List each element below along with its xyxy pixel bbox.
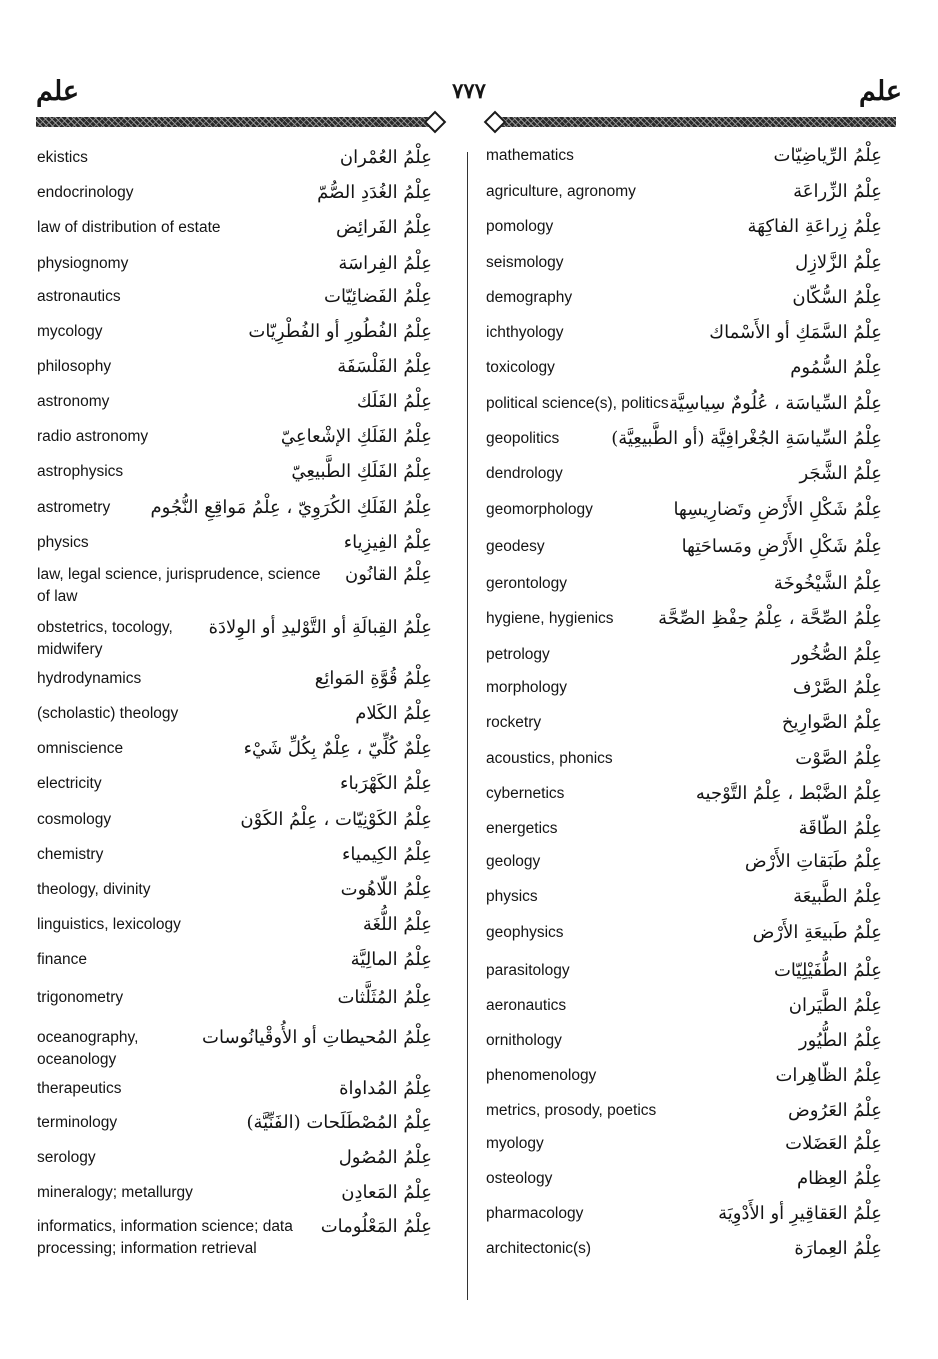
entry-english: metrics, prosody, poetics bbox=[486, 1102, 657, 1119]
entry-arabic: عِلْمُ الفَلَك bbox=[356, 391, 432, 412]
entry-arabic: عِلْمُ زِراعَةِ الفاكِهَة bbox=[747, 216, 882, 237]
entry-english: pharmacology bbox=[486, 1205, 584, 1222]
entry-arabic: عِلْمُ العَضَلات bbox=[785, 1133, 882, 1154]
entry-english: astrometry bbox=[37, 499, 111, 516]
entry bbox=[486, 145, 882, 167]
entry-arabic: عِلْمُ العَقاقِيرِ أو الأَدْوِيَة bbox=[718, 1203, 882, 1224]
entry bbox=[486, 783, 882, 805]
entry-arabic: عِلْمُ شَكْلِ الأَرْضِ ومَساحَتِها bbox=[681, 536, 882, 557]
entry-arabic: عِلْمُ الصُّخُور bbox=[791, 644, 882, 665]
rule-diamond-ornament bbox=[484, 111, 507, 134]
entry bbox=[37, 668, 432, 690]
entry-arabic: عِلْمُ الطُّيُور bbox=[798, 1030, 882, 1051]
entry-arabic: عِلْمُ المَعْلُومات bbox=[320, 1216, 432, 1237]
entry-english: law, legal science, jurisprudence, science of law bbox=[37, 566, 321, 605]
entry bbox=[37, 182, 432, 204]
entry-english: radio astronomy bbox=[37, 428, 149, 445]
guide-word-left: علم bbox=[36, 76, 80, 107]
entry-english: ichthyology bbox=[486, 324, 564, 341]
entry-english: trigonometry bbox=[37, 989, 124, 1006]
entry-arabic: عِلْمُ السُّكّان bbox=[792, 287, 882, 308]
entry bbox=[486, 677, 882, 699]
entry-arabic: عِلْمُ الكَهْرَباء bbox=[339, 773, 432, 794]
entry-english: geophysics bbox=[486, 924, 564, 941]
entry bbox=[486, 357, 882, 379]
entry-english: linguistics, lexicology bbox=[37, 916, 181, 933]
entry-english: morphology bbox=[486, 679, 567, 696]
entry-english: omniscience bbox=[37, 740, 124, 757]
entry-arabic: عِلْمُ الشَّجَر bbox=[799, 463, 882, 484]
entry-english: acoustics, phonics bbox=[486, 750, 613, 767]
entry-arabic: عِلْمُ السَّمَكِ أو الأَسْماك bbox=[709, 322, 882, 343]
entry-arabic: عِلْمُ الطَّيَران bbox=[788, 995, 882, 1016]
entry bbox=[37, 914, 432, 936]
header-rule-right bbox=[494, 117, 896, 127]
entry bbox=[486, 573, 882, 595]
entry bbox=[37, 532, 432, 554]
entry bbox=[37, 1216, 432, 1260]
entry-arabic: عِلْمُ الفَلَكِ الكُرَوِيّ ، عِلْمُ مَواقِعِ النُّجُوم bbox=[150, 497, 432, 518]
entry bbox=[37, 949, 432, 971]
entry-english: phenomenology bbox=[486, 1067, 597, 1084]
entry-arabic: عِلْمُ العِمارَة bbox=[794, 1238, 882, 1259]
entry-arabic: عِلْمُ طَبيعَةِ الأَرْض bbox=[752, 922, 882, 943]
entry bbox=[37, 461, 432, 483]
entry-english: mathematics bbox=[486, 147, 574, 164]
entry bbox=[37, 617, 432, 661]
entry bbox=[37, 809, 432, 831]
entry-english: philosophy bbox=[37, 358, 112, 375]
entry-arabic: عِلْمُ الفِيزِياء bbox=[343, 532, 432, 553]
entry-arabic: عِلْمُ الشَّيْخُوخَة bbox=[773, 573, 882, 594]
entry-english: agriculture, agronomy bbox=[486, 183, 636, 200]
entry-arabic: عِلْمُ الكَلام bbox=[355, 703, 432, 724]
entry-english: geomorphology bbox=[486, 501, 593, 518]
entry-arabic: عِلْمُ العَرُوض bbox=[788, 1100, 882, 1121]
entry-arabic: عِلْمُ الفَلَكِ الطَّبيعِيّ bbox=[291, 461, 432, 482]
entry bbox=[37, 564, 432, 608]
header-rule-left bbox=[36, 117, 434, 127]
entry-arabic: عِلْمُ الزَّلازِل bbox=[795, 252, 882, 273]
entry bbox=[486, 608, 882, 630]
entry-arabic: عِلْمُ اللّاهُوت bbox=[340, 879, 432, 900]
entry-arabic: عِلْمُ المُثَلَّثات bbox=[337, 987, 432, 1008]
entry-english: hydrodynamics bbox=[37, 670, 142, 687]
entry-english: informatics, information science; data processing; information retrieval bbox=[37, 1218, 293, 1257]
entry bbox=[486, 1133, 882, 1155]
entry-english: geodesy bbox=[486, 538, 545, 555]
entry-english: theology, divinity bbox=[37, 881, 151, 898]
entry bbox=[37, 217, 432, 239]
entry-english: petrology bbox=[486, 646, 550, 663]
entry-english: hygiene, hygienics bbox=[486, 610, 614, 627]
entry-english: toxicology bbox=[486, 359, 555, 376]
entry bbox=[486, 181, 882, 203]
entry bbox=[486, 463, 882, 485]
entry bbox=[37, 1078, 432, 1100]
entry-english: serology bbox=[37, 1149, 96, 1166]
guide-word-right: علم bbox=[858, 76, 902, 107]
entry-arabic: عِلْمٌ كُلِّيّ ، عِلْمٌ بِكُلِّ شَيْء bbox=[243, 738, 432, 759]
entry-arabic: عِلْمُ السِّياسَة ، عُلُومٌ سِياسِيَّة bbox=[669, 393, 882, 414]
entry bbox=[37, 703, 432, 725]
entry-arabic: عِلْمُ القانُون bbox=[344, 564, 432, 585]
entry-english: geology bbox=[486, 853, 541, 870]
entry-english: (scholastic) theology bbox=[37, 705, 179, 722]
entry-english: architectonic(s) bbox=[486, 1240, 592, 1257]
entry-arabic: عِلْمُ الطُّفَيْلِيّات bbox=[773, 960, 882, 981]
entry bbox=[37, 879, 432, 901]
entry-arabic: عِلْمُ السِّياسَةِ الجُغْرافِيَّة (أو الطَّبيعِيَّة) bbox=[611, 428, 882, 449]
entry-english: physiognomy bbox=[37, 255, 129, 272]
entry-english: cosmology bbox=[37, 811, 112, 828]
entry-english: astrophysics bbox=[37, 463, 124, 480]
entry-english: astronautics bbox=[37, 288, 121, 305]
entry-english: obstetrics, tocology, midwifery bbox=[37, 619, 173, 658]
entry-english: mycology bbox=[37, 323, 103, 340]
entry-english: rocketry bbox=[486, 714, 542, 731]
entry bbox=[37, 738, 432, 760]
entry bbox=[486, 1238, 882, 1260]
rule-diamond-ornament bbox=[424, 111, 447, 134]
entry-arabic: عِلْمُ الزِّراعَة bbox=[793, 181, 882, 202]
entry bbox=[486, 1030, 882, 1052]
entry-arabic: عِلْمُ الطَّبيعَة bbox=[793, 886, 882, 907]
entry bbox=[486, 818, 882, 840]
entry bbox=[486, 960, 882, 982]
entry-arabic: عِلْمُ الكَوْنِيّات ، عِلْمُ الكَوْن bbox=[240, 809, 432, 830]
entry-arabic: عِلْمُ الفَلْسَفَة bbox=[337, 356, 432, 377]
entry-arabic: عِلْمُ السُّمُوم bbox=[790, 357, 882, 378]
entry bbox=[37, 1112, 432, 1134]
entry-arabic: عِلْمُ الغُدَدِ الصُّمّ bbox=[317, 182, 432, 203]
entry bbox=[486, 1065, 882, 1087]
entry bbox=[486, 1168, 882, 1190]
entry-english: myology bbox=[486, 1135, 544, 1152]
entry-english: mineralogy; metallurgy bbox=[37, 1184, 193, 1201]
entry-arabic: عِلْمُ الطّاقَة bbox=[798, 818, 882, 839]
entry-arabic: عِلْمُ الفَضائِيّات bbox=[324, 286, 432, 307]
entry-arabic: عِلْمُ قُوَّةِ المَوائِع bbox=[314, 668, 432, 689]
entry-arabic: عِلْمُ الضَّبْط ، عِلْمُ التَّوْجيه bbox=[695, 783, 882, 804]
entry-english: pomology bbox=[486, 218, 554, 235]
entry-english: parasitology bbox=[486, 962, 570, 979]
entry bbox=[37, 426, 432, 448]
entry-english: geopolitics bbox=[486, 430, 560, 447]
entry bbox=[37, 1182, 432, 1204]
entry-arabic: عِلْمُ الصِّحَّة ، عِلْمُ حِفْظِ الصِّحَّة bbox=[658, 608, 882, 629]
entry bbox=[37, 321, 432, 343]
entry-arabic: عِلْمُ المُصُول bbox=[338, 1147, 432, 1168]
entry bbox=[486, 995, 882, 1017]
entry-english: astronomy bbox=[37, 393, 110, 410]
entry-english: dendrology bbox=[486, 465, 563, 482]
entry-english: physics bbox=[486, 888, 538, 905]
entry bbox=[486, 644, 882, 666]
column-divider bbox=[467, 152, 468, 1300]
entry bbox=[37, 356, 432, 378]
entry-english: oceanography, oceanology bbox=[37, 1029, 139, 1068]
entry-arabic: عِلْمُ الظّاهِرات bbox=[775, 1065, 882, 1086]
page-number: ٧٧٧ bbox=[452, 78, 486, 103]
entry-english: cybernetics bbox=[486, 785, 565, 802]
entry-arabic: عِلْمُ الفَلَكِ الإشْعاعِيّ bbox=[280, 426, 432, 447]
entry-english: seismology bbox=[486, 254, 564, 271]
entry-arabic: عِلْمُ المُحيطاتِ أو الأُوقْيانُوسات bbox=[202, 1027, 432, 1048]
entry bbox=[37, 253, 432, 275]
entry bbox=[486, 922, 882, 944]
entry bbox=[486, 428, 882, 450]
entry-english: ornithology bbox=[486, 1032, 562, 1049]
entry bbox=[486, 322, 882, 344]
entry-arabic: عِلْمُ العِظام bbox=[797, 1168, 882, 1189]
entry-arabic: عِلْمُ الفَرائِض bbox=[336, 217, 432, 238]
entry bbox=[486, 1100, 882, 1122]
entry bbox=[486, 1203, 882, 1225]
entry-arabic: عِلْمُ الكِيمياء bbox=[341, 844, 432, 865]
entry-english: finance bbox=[37, 951, 87, 968]
entry bbox=[37, 497, 432, 519]
entry bbox=[486, 216, 882, 238]
entry-english: gerontology bbox=[486, 575, 568, 592]
entry bbox=[486, 712, 882, 734]
entry bbox=[486, 499, 882, 521]
entry-arabic: عِلْمُ الرِّياضِيّات bbox=[773, 145, 882, 166]
entry-arabic: عِلْمُ الصَّوْت bbox=[795, 748, 882, 769]
entry bbox=[486, 536, 882, 558]
entry-english: political science(s), politics bbox=[486, 395, 669, 412]
entry bbox=[37, 147, 432, 169]
entry-arabic: عِلْمُ الصَّوارِيخ bbox=[781, 712, 882, 733]
entry-arabic: عِلْمُ اللُّغَة bbox=[362, 914, 432, 935]
entry bbox=[37, 1147, 432, 1169]
entry-english: ekistics bbox=[37, 149, 88, 166]
entry bbox=[486, 252, 882, 274]
entry-english: terminology bbox=[37, 1114, 118, 1131]
entry bbox=[37, 773, 432, 795]
entry-arabic: عِلْمُ العُمْران bbox=[339, 147, 432, 168]
entry-arabic: عِلْمُ الصَّرْف bbox=[792, 677, 882, 698]
entry-english: physics bbox=[37, 534, 89, 551]
entry bbox=[37, 987, 432, 1009]
entry-arabic: عِلْمُ طَبَقاتِ الأَرْض bbox=[744, 851, 882, 872]
entry-english: aeronautics bbox=[486, 997, 567, 1014]
entry-arabic: عِلْمُ المالِيَّة bbox=[350, 949, 432, 970]
entry bbox=[37, 844, 432, 866]
entry-english: chemistry bbox=[37, 846, 104, 863]
entry-english: therapeutics bbox=[37, 1080, 122, 1097]
entry bbox=[486, 851, 882, 873]
entry-english: electricity bbox=[37, 775, 102, 792]
entry bbox=[37, 286, 432, 308]
entry bbox=[37, 1027, 432, 1071]
entry bbox=[37, 391, 432, 413]
entry-arabic: عِلْمُ الفِراسَة bbox=[338, 253, 432, 274]
entry-arabic: عِلْمُ شَكْلِ الأَرْضِ وتَضارِيسِها bbox=[673, 499, 882, 520]
entry bbox=[486, 886, 882, 908]
entry-english: law of distribution of estate bbox=[37, 219, 221, 236]
entry-arabic: عِلْمُ المُصْطَلَحات (الفَنِّيَّة) bbox=[246, 1112, 432, 1133]
entry bbox=[486, 748, 882, 770]
entry-arabic: عِلْمُ المَعادِن bbox=[341, 1182, 432, 1203]
entry-english: osteology bbox=[486, 1170, 553, 1187]
entry-arabic: عِلْمُ الفُطُورِ أو الفُطْرِيّات bbox=[248, 321, 432, 342]
entry-english: demography bbox=[486, 289, 573, 306]
entry-arabic: عِلْمُ القِبالَةِ أو التَّوْليدِ أو الوِلادَة bbox=[208, 617, 432, 638]
entry-english: energetics bbox=[486, 820, 558, 837]
entry-arabic: عِلْمُ المُداواة bbox=[339, 1078, 432, 1099]
entry bbox=[486, 393, 882, 415]
entry bbox=[486, 287, 882, 309]
entry-english: endocrinology bbox=[37, 184, 134, 201]
